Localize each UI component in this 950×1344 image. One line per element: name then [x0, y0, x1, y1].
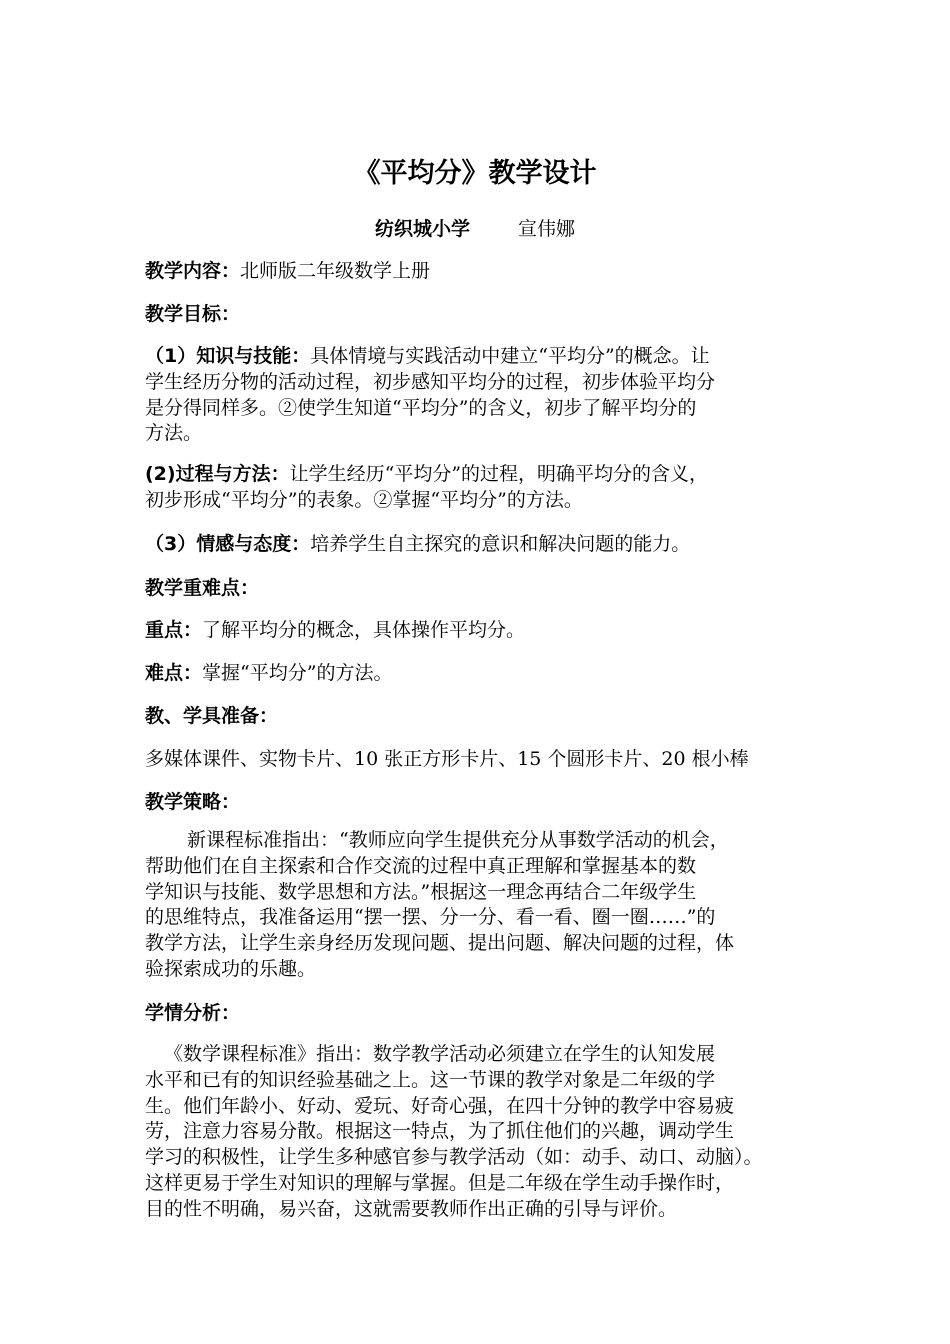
goal-1-line: 学生经历分物的活动过程，初步感知平均分的过程，初步体验平均分 — [145, 370, 716, 393]
materials-heading: 教、学具准备： — [145, 705, 279, 727]
analysis-paragraph — [145, 1042, 817, 1223]
strategy-line: 验探索成功的乐趣。 — [145, 957, 317, 980]
strategy-line: 的思维特点，我准备运用“摆一摆、分一分、看一看、圈一圈……”的 — [145, 906, 716, 929]
goal-3 — [145, 531, 817, 557]
teaching-content-label: 教学内容： — [145, 260, 241, 282]
goal-1-line: 具体情境与实践活动中建立“平均分”的概念。让 — [310, 345, 710, 367]
difficult-point-label: 难点： — [145, 662, 203, 684]
strategy-line: 学知识与技能、数学思想和方法。”根据这一理念再结合二年级学生 — [145, 880, 697, 903]
strategy-paragraph — [145, 828, 817, 983]
goal-1-num: （1） — [145, 345, 197, 367]
goal-2 — [145, 462, 817, 514]
teaching-content — [145, 258, 817, 284]
goals-heading: 教学目标： — [145, 303, 241, 325]
key-point — [145, 617, 817, 643]
analysis-line: 目的性不明确，易兴奋，这就需要教师作出正确的引导与评价。 — [145, 1197, 678, 1220]
goal-2-label: 过程与方法： — [175, 463, 290, 485]
strategy-line: 教学方法，让学生亲身经历发现问题、提出问题、解决问题的过程，体 — [145, 932, 735, 955]
strategy-heading: 教学策略： — [145, 791, 241, 813]
analysis-line: 水平和已有的知识经验基础之上。这一节课的教学对象是二年级的学 — [145, 1068, 716, 1091]
analysis-heading: 学情分析： — [145, 1002, 241, 1024]
keypoints-heading: 教学重难点： — [145, 577, 260, 599]
author-name: 宣伟娜 — [518, 218, 576, 240]
goal-1 — [145, 344, 817, 447]
goal-2-line: 让学生经历“平均分”的过程，明确平均分的含义， — [289, 463, 709, 485]
goal-2-num: (2) — [145, 463, 176, 485]
analysis-line: 《数学课程标准》指出：数学教学活动必须建立在学生的认知发展 — [164, 1043, 716, 1065]
analysis-line: 学习的积极性，让学生多种感官参与教学活动（如：动手、动口、动脑）。 — [145, 1146, 763, 1169]
goal-1-line: 是分得同样多。②使学生知道“平均分”的含义，初步了解平均分的 — [145, 396, 697, 419]
goal-1-label: 知识与技能： — [196, 345, 311, 367]
key-point-value: 了解平均分的概念，具体操作平均分。 — [202, 619, 526, 641]
goal-1-line: 方法。 — [145, 422, 203, 445]
goal-3-label: 情感与态度： — [196, 533, 311, 555]
strategy-line: 帮助他们在自主探索和合作交流的过程中真正理解和掌握基本的数 — [145, 854, 697, 877]
analysis-line: 劳，注意力容易分散。根据这一特点，为了抓住他们的兴趣，调动学生 — [145, 1120, 735, 1143]
materials-value: 多媒体课件、实物卡片、10 张正方形卡片、15 个圆形卡片、20 根小棒 — [145, 748, 749, 770]
goal-2-line: 初步形成“平均分”的表象。②掌握“平均分”的方法。 — [145, 488, 583, 511]
goal-3-num: （3） — [145, 533, 197, 555]
difficult-point-value: 掌握“平均分”的方法。 — [202, 662, 393, 684]
document-title: 《平均分》教学设计 — [353, 158, 597, 189]
strategy-line: 新课程标准指出：“教师应向学生提供充分从事数学活动的机会， — [187, 829, 729, 851]
key-point-label: 重点： — [145, 619, 203, 641]
goal-3-value: 培养学生自主探究的意识和解决问题的能力。 — [310, 533, 691, 555]
analysis-line: 生。他们年龄小、好动、爱玩、好奇心强，在四十分钟的教学中容易疲 — [145, 1094, 735, 1117]
analysis-line: 这样更易于学生对知识的理解与掌握。但是二年级在学生动手操作时， — [145, 1171, 735, 1194]
difficult-point — [145, 660, 817, 686]
author-school: 纺织城小学 — [374, 218, 470, 240]
teaching-content-value: 北师版二年级数学上册 — [240, 260, 431, 282]
author-line — [0, 215, 950, 243]
